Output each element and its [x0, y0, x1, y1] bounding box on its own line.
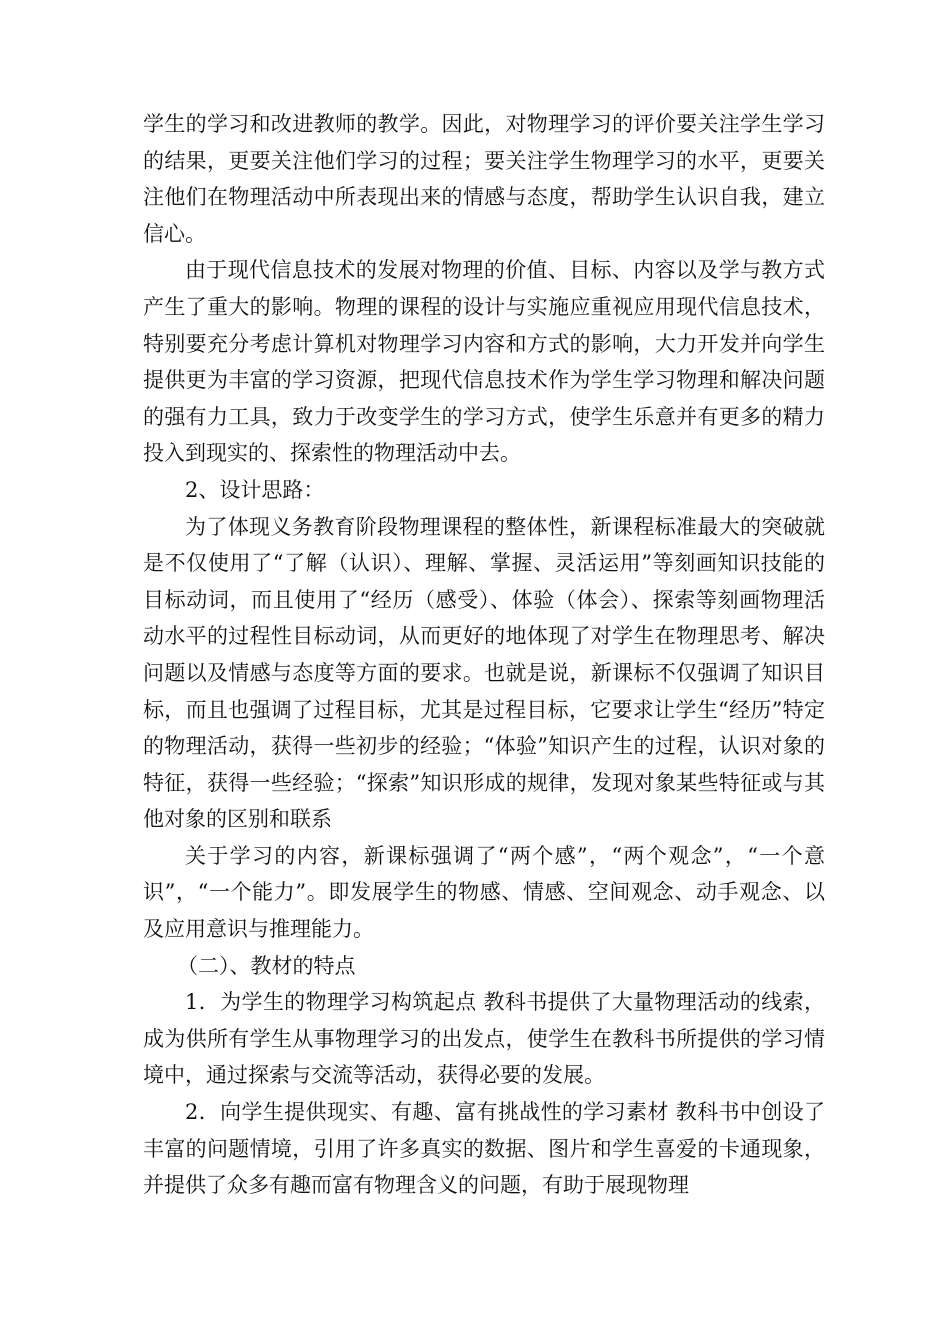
paragraph-feature-1: 1．为学生的物理学习构筑起点 教科书提供了大量物理活动的线索，成为供所有学生从事物理学习的出发点，使学生在教科书所提供的学习情境中，通过探索与交流等活动，获得必要的发展。 — [143, 990, 825, 1088]
paragraph-curriculum-standard: 为了体现义务教育阶段物理课程的整体性，新课程标准最大的突破就是不仅使用了“了解（认识）、理解、掌握、灵活运用”等刻画知识技能的目标动词，而且使用了“经历（感受）、体验（体会）、探索等刻画物理活动水平的过程性目标动词，从而更好的地体现了对学生在物理思考、解决问题以及情感与态度等方面的要求。也就是说，新课标不仅强调了知识目标，而且也强调了过程目标，尤其是过程目标，它要求让学生“经历”特定的物理活动，获得一些初步的经验；“体验”知识产生的过程，认识对象的特征，获得一些经验；“探索”知识形成的规律，发现对象某些特征或与其他对象的区别和联系 — [143, 514, 825, 832]
document-page — [143, 106, 825, 1204]
paragraph-learning-content: 关于学习的内容，新课标强调了“两个感”，“两个观念”，“一个意识”，“一个能力”。即发展学生的物感、情感、空间观念、动手观念、以及应用意识与推理能力。 — [143, 843, 825, 942]
section-heading-textbook-features: （二）、教材的特点 — [177, 953, 356, 978]
paragraph-evaluation-continued: 学生的学习和改进教师的教学。因此，对物理学习的评价要关注学生学习的结果，更要关注他们学习的过程；要关注学生物理学习的水平，更要关注他们在物理活动中所表现出来的情感与态度，帮助学生认识自我，建立信心。 — [143, 112, 825, 246]
paragraph-information-technology: 由于现代信息技术的发展对物理的价值、目标、内容以及学与教方式产生了重大的影响。物理的课程的设计与实施应重视应用现代信息技术，特别要充分考虑计算机对物理学习内容和方式的影响，大力开发并向学生提供更为丰富的学习资源，把现代信息技术作为学生学习物理和解决问题的强有力工具，致力于改变学生的学习方式，使学生乐意并有更多的精力投入到现实的、探索性的物理活动中去。 — [143, 258, 825, 466]
paragraph-feature-2: 2．向学生提供现实、有趣、富有挑战性的学习素材 教科书中创设了丰富的问题情境，引用了许多真实的数据、图片和学生喜爱的卡通现象，并提供了众多有趣而富有物理含义的问题，有助于展现物理 — [143, 1100, 825, 1198]
section-heading-design-ideas: 2、设计思路： — [185, 477, 325, 502]
